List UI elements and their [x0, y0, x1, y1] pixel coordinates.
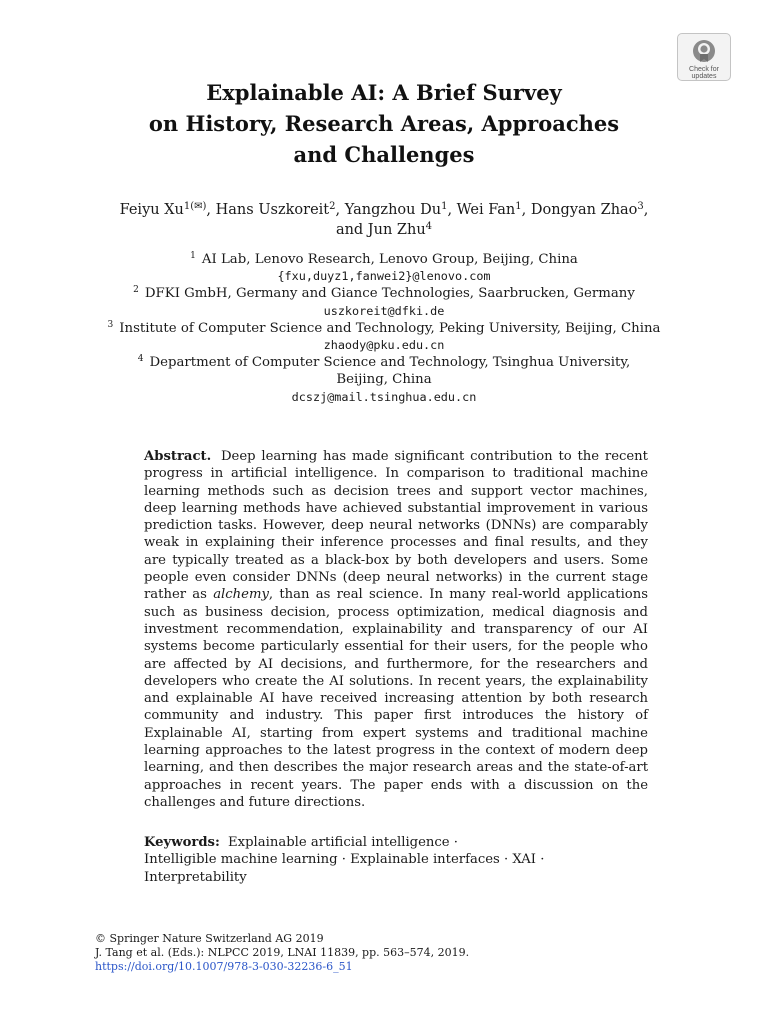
crossmark-icon: [691, 38, 717, 64]
affiliation-email[interactable]: dcszj@mail.tsinghua.edu.cn: [291, 389, 477, 404]
affiliation-line: $^2$ DFKI GmbH, Germany and Giance Technologies, Saarbrucken, Germany: [133, 285, 635, 302]
abstract-text: , than as real science. In many real-world applications such as business decision, process optimization, medical diagnosis and investment recommendation, explainability and transparency of our AI systems become particularly essential for their users, for the people who are affected by AI decisions, and furthermore, for the researchers and developers who create the AI solutions. In recent years, the explainability and explainable AI have received increasing attention by both research community and industry. This paper first introduces the history of Explainable AI, starting from expert systems and traditional machine learning approaches to the latest progress in the context of modern deep learning, and then describes the major research areas and the state-of-art approaches in recent years. The paper ends with a discussion on the challenges and future directions.: [144, 587, 648, 810]
author-affil-mark: 1: [515, 201, 522, 212]
author-name[interactable]: and Jun Zhu: [335, 222, 426, 238]
citation-line: J. Tang et al. (Eds.): NLPCC 2019, LNAI 11839, pp. 563–574, 2019.: [95, 946, 470, 959]
author-name[interactable]: Wei Fan: [456, 202, 516, 218]
doi-link[interactable]: https://doi.org/10.1007/978-3-030-32236-6_51: [95, 960, 353, 973]
affiliation-email[interactable]: zhaody@pku.edu.cn: [323, 338, 445, 353]
author-name[interactable]: Dongyan Zhao: [530, 202, 638, 218]
keywords: [144, 834, 648, 886]
affiliation-line: $^1$ AI Lab, Lenovo Research, Lenovo Group, Beijing, China: [190, 251, 578, 267]
author-affil-mark: 3: [637, 201, 644, 212]
author-affil-mark: 1: [441, 201, 448, 212]
author-name[interactable]: Hans Uszkoreit: [215, 202, 330, 218]
author-affil-mark: 4: [425, 221, 433, 232]
author-list: Feiyu $Xu^{1(✉)}$, Hans Uszkoreit$^2$, Yangzhou Du$^1$, Wei Fan$^1$, Dongyan Zhao$^3$, and Jun Zhu$^4$: [119, 201, 649, 238]
author-name[interactable]: Yangzhou Du: [344, 202, 442, 218]
keywords-text: Intelligible machine learning · Explainable interfaces · XAI ·: [144, 852, 545, 868]
badge-label: Check for updates: [689, 66, 719, 80]
paper-title: [0, 77, 768, 170]
abstract-label: Abstract.: [144, 449, 212, 464]
keywords-text: Interpretability: [144, 869, 247, 885]
affiliation-email[interactable]: uszkoreit@dfki.de: [323, 303, 445, 318]
keywords-label: Keywords:: [144, 835, 220, 850]
affiliation-line: $^3$ Institute of Computer Science and Technology, Peking University, Beijing, China: [107, 319, 661, 336]
author-affil-mark: 2: [329, 201, 336, 212]
keywords-text: Explainable artificial intelligence ·: [228, 835, 458, 850]
abstract-text: Deep learning has made significant contribution to the recent progress in artificial intelligence. In comparison to traditional machine learning methods such as decision trees and support vector machines, deep learning methods have achieved substantial improvement in various prediction tasks. However, deep neural networks (DNNs) are comparably weak in explaining their inference processes and final results, and they are typically treated as a black-box by both developers and users. Some people even consider DNNs (deep neural networks) in the current stage rather as: [144, 449, 648, 603]
title-line: on History, Research Areas, Approaches: [148, 111, 620, 136]
author-name[interactable]: Feiyu Xu: [119, 202, 184, 218]
title-line: and Challenges: [293, 142, 475, 167]
abstract: [144, 448, 648, 811]
copyright-line: © Springer Nature Switzerland AG 2019: [95, 932, 324, 945]
footer: [95, 932, 695, 974]
title-line: Explainable AI: A Brief Survey: [206, 80, 562, 105]
affiliations: [0, 251, 768, 406]
author-affil-mark: 1(✉): [183, 201, 207, 212]
abstract-italic: alchemy: [213, 587, 269, 603]
affiliation-line: $^4$ Department of Computer Science and Technology, Tsinghua University,: [137, 354, 631, 371]
affiliation-line: Beijing, China: [336, 372, 432, 388]
check-for-updates-badge[interactable]: [677, 33, 731, 81]
affiliation-email[interactable]: {fxu,duyz1,fanwei2}@lenovo.com: [277, 269, 491, 284]
